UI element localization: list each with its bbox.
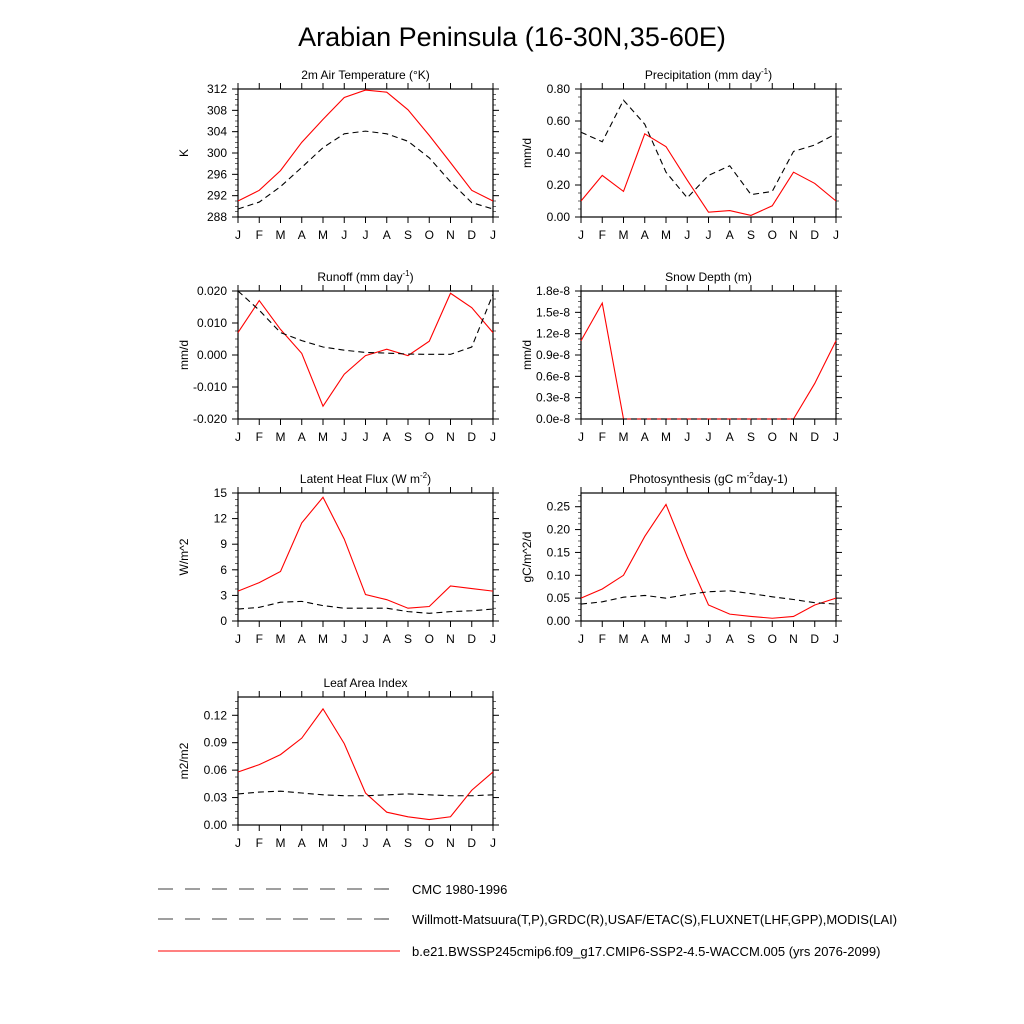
x-tick-label: O — [424, 430, 434, 444]
x-tick-label: M — [661, 632, 671, 646]
series-line-model — [581, 504, 836, 618]
plot-frame — [238, 89, 493, 217]
series-line-obs — [238, 601, 493, 613]
x-tick-label: J — [684, 228, 691, 242]
y-tick-label: 0.40 — [546, 146, 570, 160]
x-tick-label: D — [467, 836, 477, 850]
y-tick-label: 0.010 — [196, 316, 227, 330]
x-tick-label: F — [598, 430, 606, 444]
y-tick-label: 0.020 — [196, 284, 227, 298]
x-tick-label: J — [362, 430, 369, 444]
x-tick-label: M — [318, 836, 328, 850]
x-tick-label: A — [640, 632, 649, 646]
x-tick-label: O — [767, 430, 777, 444]
x-tick-label: S — [746, 228, 756, 242]
x-tick-label: D — [810, 632, 820, 646]
x-tick-label: J — [235, 632, 241, 646]
x-tick-label: M — [318, 430, 328, 444]
y-tick-label: 15 — [213, 486, 227, 500]
panel-6 — [177, 676, 499, 850]
y-tick-label: 0.000 — [196, 348, 227, 362]
x-tick-label: D — [810, 430, 820, 444]
panel-title: Latent Heat Flux (W $m^{-2}$) — [299, 471, 432, 486]
x-tick-label: O — [767, 228, 777, 242]
x-tick-label: M — [275, 632, 286, 646]
x-tick-label: J — [578, 430, 584, 444]
plot-frame — [238, 493, 493, 621]
y-tick-label: 300 — [206, 146, 227, 160]
x-tick-label: J — [490, 430, 496, 444]
x-tick-label: D — [467, 632, 477, 646]
y-tick-label: 0.00 — [203, 818, 227, 832]
panel-2 — [177, 269, 499, 444]
x-tick-label: F — [598, 228, 606, 242]
x-tick-label: J — [705, 632, 712, 646]
x-tick-label: M — [318, 632, 328, 646]
y-tick-label: 288 — [206, 210, 227, 224]
legend-label: Willmott-Matsuura(T,P),GRDC(R),USAF/ETAC(S),FLUXNET(LHF,GPP),MODIS(LAI) — [412, 912, 898, 927]
x-tick-label: S — [403, 836, 413, 850]
y-tick-label: 0.03 — [203, 790, 227, 805]
series-line-obs — [238, 131, 493, 209]
x-tick-label: J — [490, 632, 496, 646]
y-tick-label: 0.0e-8 — [535, 412, 570, 426]
legend-label: b.e21.BWSSP245cmip6.f09_g17.CMIP6-SSP2-4.5-WACCM.005 (yrs 2076-2099) — [412, 944, 881, 959]
y-axis-label: gC/m^2/d — [520, 531, 534, 583]
y-tick-label: 1.8e-8 — [535, 284, 570, 298]
x-tick-label: S — [746, 632, 756, 646]
x-tick-label: J — [362, 228, 369, 242]
x-tick-label: F — [255, 228, 263, 242]
x-tick-label: J — [362, 836, 369, 850]
x-tick-label: M — [618, 228, 629, 242]
x-tick-label: A — [725, 430, 734, 444]
x-tick-label: N — [446, 836, 455, 850]
y-tick-label: 0.00 — [546, 614, 570, 628]
series-line-model — [238, 90, 493, 201]
x-tick-label: D — [810, 228, 820, 242]
x-tick-label: M — [618, 632, 629, 646]
x-tick-label: J — [341, 836, 348, 850]
series-line-obs — [581, 591, 836, 604]
x-tick-label: J — [341, 228, 348, 242]
panel-1 — [520, 67, 842, 242]
x-tick-label: O — [424, 228, 434, 242]
plot-frame — [581, 493, 836, 621]
y-axis-label: m2/m2 — [177, 742, 191, 780]
x-tick-label: A — [725, 632, 734, 646]
x-tick-label: J — [684, 430, 691, 444]
y-axis-label: W/m^2 — [177, 538, 191, 576]
series-line-model — [581, 303, 836, 419]
y-tick-label: 0.05 — [546, 591, 570, 606]
x-tick-label: S — [403, 632, 413, 646]
panel-5 — [520, 471, 842, 646]
series-line-model — [238, 709, 493, 820]
x-tick-label: J — [490, 228, 496, 242]
x-tick-label: J — [705, 228, 712, 242]
legend-entry — [158, 912, 897, 927]
y-tick-label: 0 — [220, 614, 227, 628]
y-tick-label: 3 — [220, 588, 227, 603]
x-tick-label: M — [275, 228, 286, 242]
x-tick-label: M — [318, 228, 328, 242]
x-tick-label: J — [362, 632, 369, 646]
y-tick-label: 0.9e-8 — [535, 348, 570, 362]
y-tick-label: 12 — [213, 511, 227, 526]
panel-3 — [520, 270, 842, 444]
panel-title: Leaf Area Index — [323, 676, 408, 690]
x-tick-label: D — [467, 228, 477, 242]
y-tick-label: 0.25 — [546, 499, 570, 514]
y-tick-label: 1.5e-8 — [535, 305, 570, 320]
series-line-model — [238, 497, 493, 608]
y-tick-label: 6 — [220, 562, 227, 577]
y-tick-label: 0.60 — [546, 114, 570, 128]
y-tick-label: -0.020 — [192, 412, 227, 426]
x-tick-label: A — [640, 430, 649, 444]
x-tick-label: A — [382, 632, 391, 646]
x-tick-label: N — [446, 632, 455, 646]
x-tick-label: A — [297, 430, 306, 444]
x-tick-label: J — [578, 632, 584, 646]
x-tick-label: J — [341, 430, 348, 444]
y-tick-label: 296 — [206, 167, 227, 182]
y-tick-label: 0.10 — [546, 568, 570, 583]
x-tick-label: N — [789, 228, 798, 242]
x-tick-label: O — [424, 632, 434, 646]
x-tick-label: O — [767, 632, 777, 646]
x-tick-label: D — [467, 430, 477, 444]
y-tick-label: 308 — [206, 103, 227, 118]
panel-title: Snow Depth (m) — [665, 270, 752, 284]
x-tick-label: O — [424, 836, 434, 850]
panel-4 — [177, 471, 499, 646]
panel-title: 2m Air Temperature (°K) — [301, 68, 430, 82]
y-tick-label: 0.6e-8 — [535, 369, 570, 384]
x-tick-label: A — [382, 836, 391, 850]
x-tick-label: A — [297, 836, 306, 850]
y-tick-label: 0.12 — [203, 708, 227, 723]
y-tick-label: 0.06 — [203, 763, 227, 778]
x-tick-label: N — [446, 228, 455, 242]
series-line-model — [238, 293, 493, 406]
x-tick-label: J — [490, 836, 496, 850]
x-tick-label: S — [403, 430, 413, 444]
y-tick-label: 0.15 — [546, 545, 570, 560]
plot-frame — [581, 291, 836, 419]
y-axis-label: mm/d — [520, 340, 534, 370]
x-tick-label: M — [661, 430, 671, 444]
x-tick-label: A — [725, 228, 734, 242]
x-tick-label: S — [403, 228, 413, 242]
x-tick-label: A — [297, 632, 306, 646]
y-axis-label: mm/d — [177, 340, 191, 370]
x-tick-label: N — [789, 632, 798, 646]
x-tick-label: F — [255, 836, 263, 850]
x-tick-label: M — [661, 228, 671, 242]
x-tick-label: S — [746, 430, 756, 444]
y-axis-label: K — [177, 148, 191, 158]
y-tick-label: 0.3e-8 — [535, 390, 570, 405]
panel-title: Photosynthesis (gC $m^{-2}day-1$) — [629, 471, 788, 486]
panel-0 — [177, 68, 499, 242]
y-tick-label: 0.09 — [203, 735, 227, 750]
x-tick-label: M — [275, 430, 286, 444]
x-tick-label: N — [789, 430, 798, 444]
x-tick-label: A — [640, 228, 649, 242]
x-tick-label: J — [833, 430, 839, 444]
legend-entry — [158, 882, 507, 897]
y-tick-label: 292 — [206, 188, 227, 203]
panel-title: Precipitation (mm day$^{-1}$) — [644, 67, 773, 82]
plot-frame — [238, 291, 493, 419]
y-tick-label: 0.00 — [546, 210, 570, 224]
y-axis-label: mm/d — [520, 138, 534, 168]
y-tick-label: 9 — [220, 537, 227, 552]
series-line-obs — [238, 291, 493, 354]
plot-frame — [238, 697, 493, 825]
figure-title: Arabian Peninsula (16-30N,35-60E) — [298, 22, 726, 52]
series-line-model — [581, 134, 836, 216]
x-tick-label: A — [382, 228, 391, 242]
x-tick-label: J — [684, 632, 691, 646]
x-tick-label: J — [341, 632, 348, 646]
series-line-obs — [581, 100, 836, 198]
x-tick-label: M — [618, 430, 629, 444]
x-tick-label: J — [833, 632, 839, 646]
x-tick-label: N — [446, 430, 455, 444]
y-tick-label: -0.010 — [192, 380, 227, 394]
x-tick-label: F — [255, 430, 263, 444]
x-tick-label: F — [598, 632, 606, 646]
y-tick-label: 0.20 — [546, 522, 570, 537]
panel-title: Runoff (mm day$^{-1}$) — [317, 269, 414, 284]
y-tick-label: 1.2e-8 — [535, 326, 570, 341]
legend-label: CMC 1980-1996 — [412, 882, 508, 897]
y-tick-label: 304 — [206, 124, 227, 139]
x-tick-label: F — [255, 632, 263, 646]
legend-entry — [158, 944, 880, 959]
x-tick-label: M — [275, 836, 286, 850]
x-tick-label: J — [578, 228, 584, 242]
y-tick-label: 0.20 — [546, 178, 570, 192]
x-tick-label: A — [297, 228, 306, 242]
y-tick-label: 312 — [206, 82, 227, 96]
x-tick-label: J — [705, 430, 712, 444]
x-tick-label: A — [382, 430, 391, 444]
x-tick-label: J — [235, 430, 241, 444]
x-tick-label: J — [235, 836, 241, 850]
x-tick-label: J — [833, 228, 839, 242]
x-tick-label: J — [235, 228, 241, 242]
y-tick-label: 0.80 — [546, 82, 570, 96]
